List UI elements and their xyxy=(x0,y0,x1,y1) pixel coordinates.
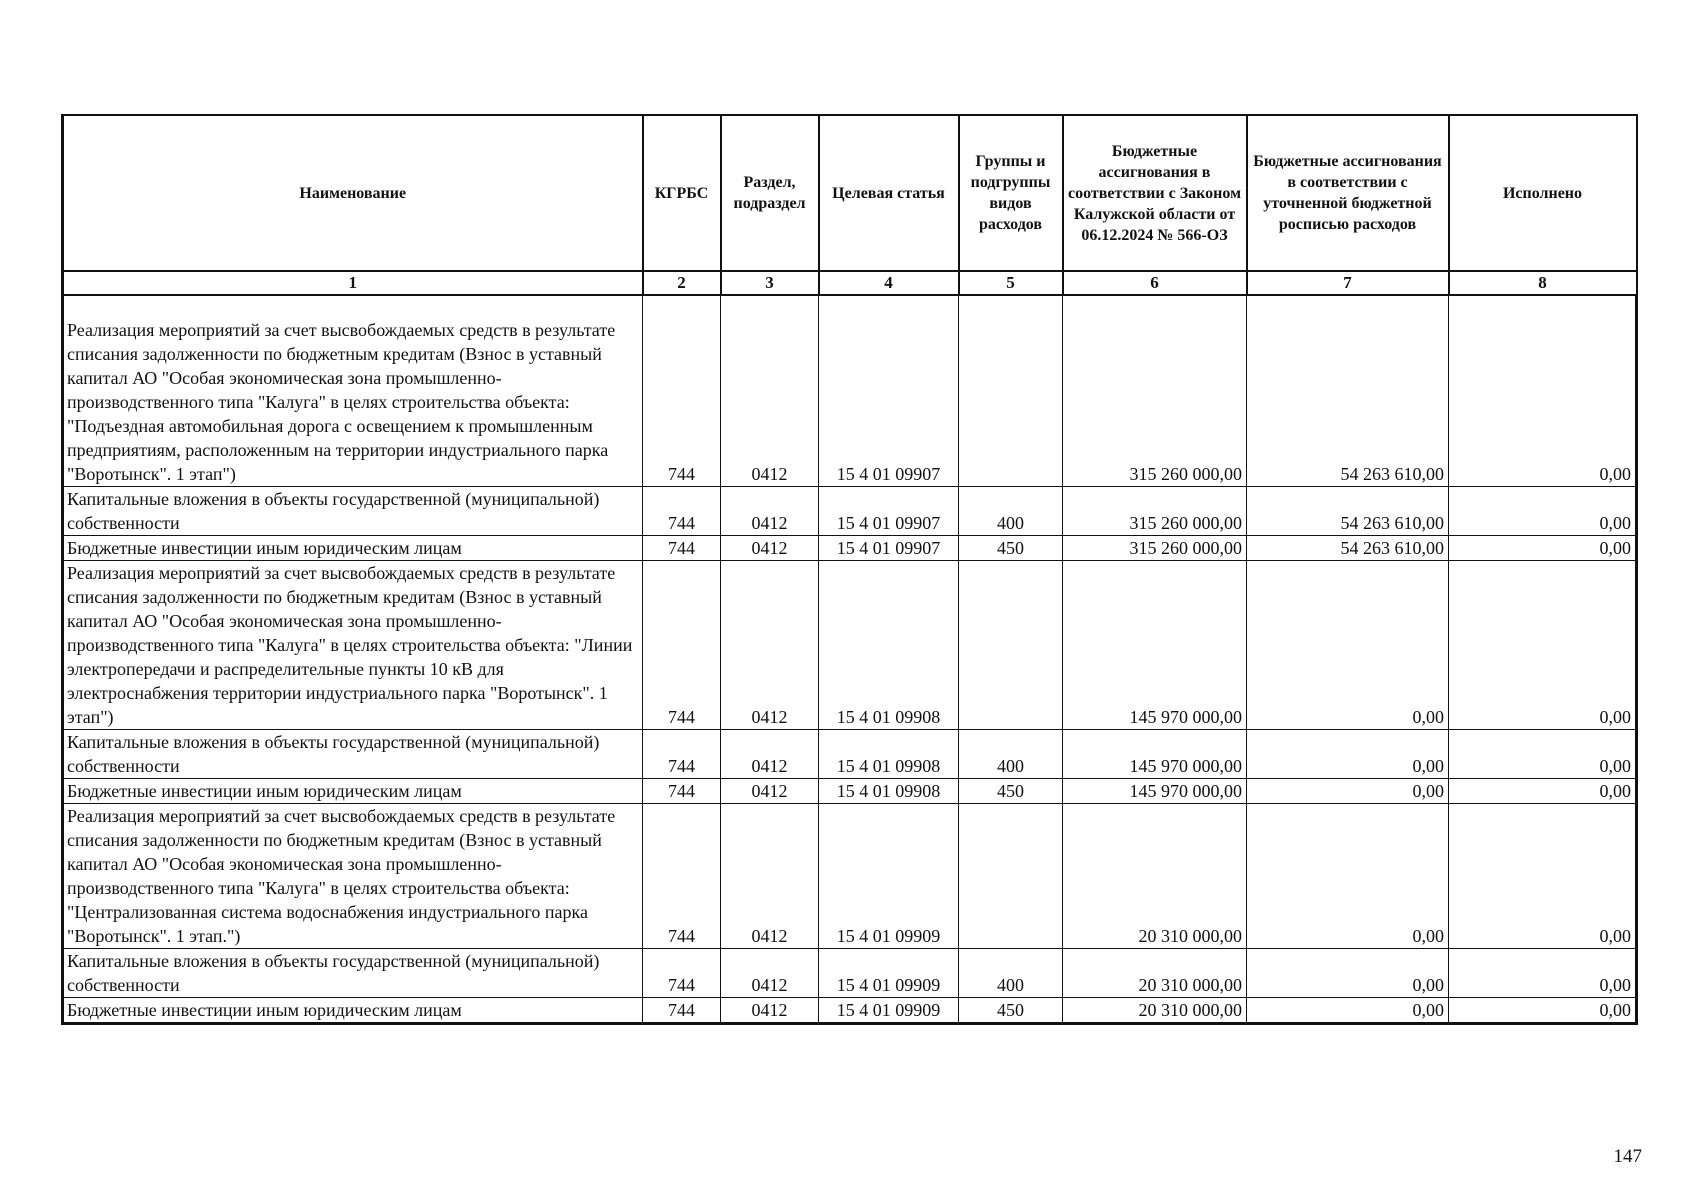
header-refined-allocations: Бюджетные ассигнования в соответствии с уточненной бюджетной росписью расходов xyxy=(1247,115,1449,271)
row-group xyxy=(959,804,1063,949)
row-target: 15 4 01 09907 xyxy=(819,536,959,561)
page-number: 147 xyxy=(1613,1146,1642,1167)
row-target: 15 4 01 09908 xyxy=(819,779,959,804)
budget-table xyxy=(61,114,1638,1025)
row-law-amount: 145 970 000,00 xyxy=(1063,561,1247,730)
header-kgrbs: КГРБС xyxy=(643,115,721,271)
row-law-amount: 20 310 000,00 xyxy=(1063,949,1247,998)
row-target: 15 4 01 09908 xyxy=(819,730,959,779)
table-row xyxy=(63,730,1637,779)
row-section: 0412 xyxy=(721,949,819,998)
row-section: 0412 xyxy=(721,779,819,804)
row-refined-amount: 54 263 610,00 xyxy=(1247,536,1449,561)
row-kgrbs: 744 xyxy=(643,949,721,998)
table-row xyxy=(63,779,1637,804)
table-row xyxy=(63,536,1637,561)
column-number: 1 xyxy=(63,271,643,295)
row-executed: 0,00 xyxy=(1449,949,1637,998)
row-executed: 0,00 xyxy=(1449,536,1637,561)
column-number: 3 xyxy=(721,271,819,295)
row-refined-amount: 0,00 xyxy=(1247,998,1449,1024)
row-name: Капитальные вложения в объекты государственной (муниципальной) собственности xyxy=(63,487,643,536)
column-number: 5 xyxy=(959,271,1063,295)
row-name: Бюджетные инвестиции иным юридическим лицам xyxy=(63,998,643,1024)
table-row xyxy=(63,561,1637,730)
row-refined-amount: 54 263 610,00 xyxy=(1247,487,1449,536)
row-executed: 0,00 xyxy=(1449,998,1637,1024)
table-row xyxy=(63,998,1637,1024)
row-section: 0412 xyxy=(721,487,819,536)
row-executed: 0,00 xyxy=(1449,730,1637,779)
row-target: 15 4 01 09909 xyxy=(819,949,959,998)
column-number: 7 xyxy=(1247,271,1449,295)
row-name: Капитальные вложения в объекты государственной (муниципальной) собственности xyxy=(63,949,643,998)
table-row xyxy=(63,487,1637,536)
row-law-amount: 315 260 000,00 xyxy=(1063,487,1247,536)
row-refined-amount: 0,00 xyxy=(1247,779,1449,804)
row-name: Капитальные вложения в объекты государственной (муниципальной) собственности xyxy=(63,730,643,779)
row-section: 0412 xyxy=(721,730,819,779)
table-row xyxy=(63,295,1637,487)
row-executed: 0,00 xyxy=(1449,295,1637,487)
row-kgrbs: 744 xyxy=(643,295,721,487)
row-name: Бюджетные инвестиции иным юридическим лицам xyxy=(63,779,643,804)
row-group: 450 xyxy=(959,779,1063,804)
column-number: 4 xyxy=(819,271,959,295)
row-section: 0412 xyxy=(721,804,819,949)
row-refined-amount: 0,00 xyxy=(1247,804,1449,949)
row-name: Бюджетные инвестиции иным юридическим лицам xyxy=(63,536,643,561)
row-law-amount: 315 260 000,00 xyxy=(1063,295,1247,487)
budget-document xyxy=(61,114,1635,1025)
row-group: 450 xyxy=(959,998,1063,1024)
row-executed: 0,00 xyxy=(1449,487,1637,536)
row-refined-amount: 0,00 xyxy=(1247,561,1449,730)
column-number-row xyxy=(63,271,1637,295)
row-section: 0412 xyxy=(721,295,819,487)
table-row xyxy=(63,949,1637,998)
row-group: 400 xyxy=(959,730,1063,779)
row-kgrbs: 744 xyxy=(643,536,721,561)
column-number: 8 xyxy=(1449,271,1637,295)
header-target-article: Целевая статья xyxy=(819,115,959,271)
row-law-amount: 145 970 000,00 xyxy=(1063,730,1247,779)
row-kgrbs: 744 xyxy=(643,487,721,536)
row-group: 400 xyxy=(959,949,1063,998)
column-number: 2 xyxy=(643,271,721,295)
row-target: 15 4 01 09909 xyxy=(819,804,959,949)
row-law-amount: 20 310 000,00 xyxy=(1063,804,1247,949)
row-group: 400 xyxy=(959,487,1063,536)
table-header-row xyxy=(63,115,1637,271)
header-expense-group: Группы и подгруппы видов расходов xyxy=(959,115,1063,271)
column-number: 6 xyxy=(1063,271,1247,295)
row-name: Реализация мероприятий за счет высвобождаемых средств в результате списания задолженности по бюджетным кредитам (Взнос в уставный капитал АО "Особая экономическая зона промышленно-производственного типа "Калуга" в целях строительства объекта: "Централизованная система водоснабжения индустриального парка "Воротынск". 1 этап.") xyxy=(63,804,643,949)
row-target: 15 4 01 09908 xyxy=(819,561,959,730)
row-kgrbs: 744 xyxy=(643,998,721,1024)
row-law-amount: 315 260 000,00 xyxy=(1063,536,1247,561)
row-kgrbs: 744 xyxy=(643,561,721,730)
row-name: Реализация мероприятий за счет высвобождаемых средств в результате списания задолженности по бюджетным кредитам (Взнос в уставный капитал АО "Особая экономическая зона промышленно-производственного типа "Калуга" в целях строительства объекта: "Линии электропередачи и распределительные пункты 10 кВ для электроснабжения территории индустриального парка "Воротынск". 1 этап") xyxy=(63,561,643,730)
row-kgrbs: 744 xyxy=(643,779,721,804)
row-executed: 0,00 xyxy=(1449,561,1637,730)
row-section: 0412 xyxy=(721,561,819,730)
row-refined-amount: 0,00 xyxy=(1247,730,1449,779)
row-group xyxy=(959,295,1063,487)
row-group xyxy=(959,561,1063,730)
row-kgrbs: 744 xyxy=(643,804,721,949)
row-target: 15 4 01 09909 xyxy=(819,998,959,1024)
table-row xyxy=(63,804,1637,949)
row-law-amount: 20 310 000,00 xyxy=(1063,998,1247,1024)
row-refined-amount: 0,00 xyxy=(1247,949,1449,998)
header-section: Раздел, подраздел xyxy=(721,115,819,271)
row-law-amount: 145 970 000,00 xyxy=(1063,779,1247,804)
row-executed: 0,00 xyxy=(1449,779,1637,804)
row-refined-amount: 54 263 610,00 xyxy=(1247,295,1449,487)
header-name: Наименование xyxy=(63,115,643,271)
header-executed: Исполнено xyxy=(1449,115,1637,271)
row-name: Реализация мероприятий за счет высвобождаемых средств в результате списания задолженности по бюджетным кредитам (Взнос в уставный капитал АО "Особая экономическая зона промышленно-производственного типа "Калуга" в целях строительства объекта: "Подъездная автомобильная дорога с освещением к промышленным предприятиям, расположенным на территории индустриального парка "Воротынск". 1 этап") xyxy=(63,295,643,487)
row-target: 15 4 01 09907 xyxy=(819,295,959,487)
header-law-allocations: Бюджетные ассигнования в соответствии с Законом Калужской области от 06.12.2024 № 566-ОЗ xyxy=(1063,115,1247,271)
row-section: 0412 xyxy=(721,536,819,561)
row-group: 450 xyxy=(959,536,1063,561)
row-executed: 0,00 xyxy=(1449,804,1637,949)
row-section: 0412 xyxy=(721,998,819,1024)
row-kgrbs: 744 xyxy=(643,730,721,779)
row-target: 15 4 01 09907 xyxy=(819,487,959,536)
